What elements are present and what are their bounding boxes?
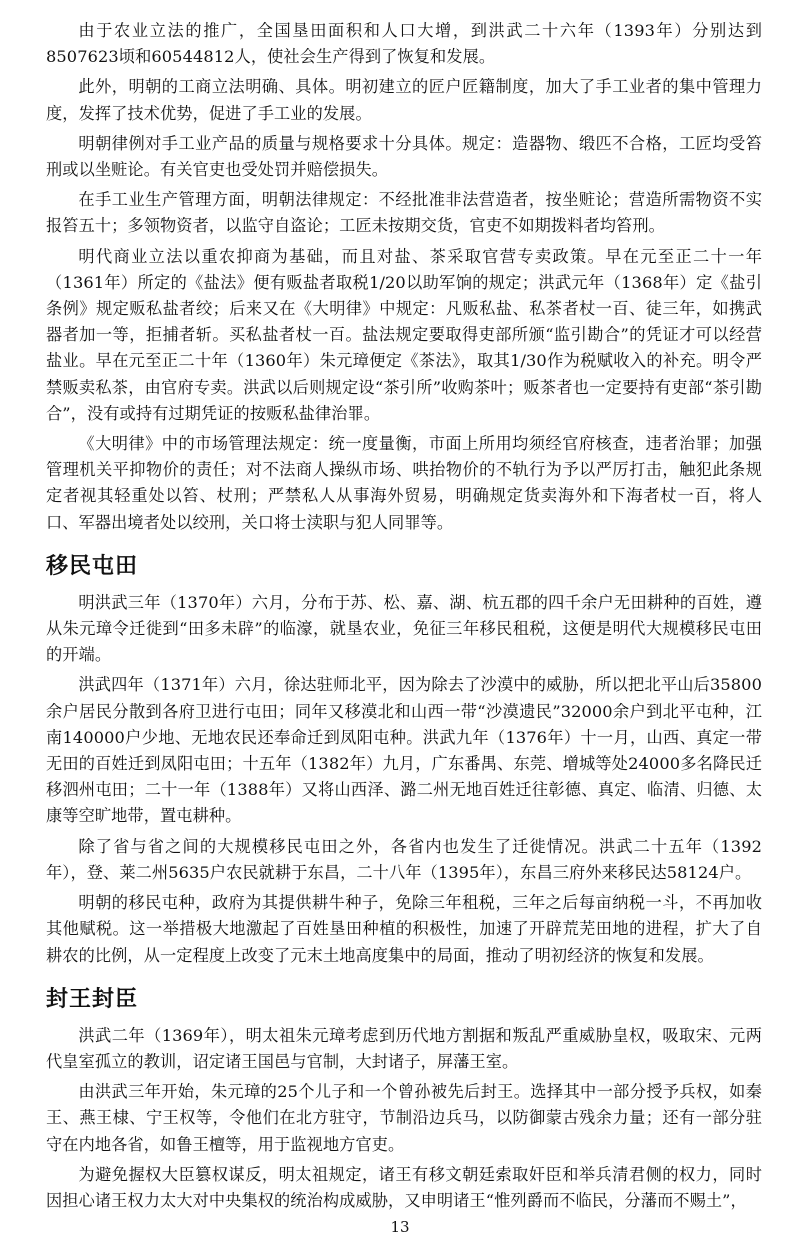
paragraph-market-management-law: 《大明律》中的市场管理法规定：统一度量衡，市面上所用均须经官府核查，违者治罪；加强管理机关平抑物价的责任；对不法商人操纵市场、哄抬物价的不轨行为予以严厉打击，触犯此条规定者视其轻重处以笞、杖刑；严禁私人从事海外贸易，明确规定货卖海外和下海者杖一百，将人口、军器出境者处以绞刑，关口将士渎职与犯人同罪等。 [46,434,762,532]
paragraph-enfeoffment-1369: 洪武二年（1369年），明太祖朱元璋考虑到历代地方割据和叛乱严重威胁皇权，吸取宋、元两代皇室孤立的教训，诏定诸王国邑与官制，大封诸子，屏藩王室。 [46,1025,762,1071]
paragraph-grain-land-statistics: 由于农业立法的推广，全国垦田面积和人口大增，到洪武二十六年（1393年）分别达到8507623顷和60544812人，使社会生产得到了恢复和发展。 [46,21,762,67]
paragraph-product-quality-rules: 明朝律例对手工业产品的质量与规格要求十分具体。规定：造器物、缎匹不合格，工匠均受笞刑或以坐赃论。有关官吏也受处罚并赔偿损失。 [46,133,762,180]
section-heading-migration-farming: 移民屯田 [46,553,139,579]
paragraph-handicraft-management: 在手工业生产管理方面，明朝法律规定：不经批准非法营造者，按坐赃论；营造所需物资不实报笞五十；多领物资者，以监守自盗论；工匠未按期交货，官吏不如期拨料者均笞刑。 [46,190,762,236]
paragraph-migration-1371: 洪武四年（1371年）六月，徐达驻师北平，因为除去了沙漠中的威胁，所以把北平山后35800余户居民分散到各府卫进行屯田；同年又移漠北和山西一带“沙漠遗民”32000余户到北平屯种，江南140000户少地、无地农民还奉命迁到凤阳屯种。洪武九年（1376年）十一月，山西、真定一带无田的百姓迁到凤阳屯田；十五年（1382年）九月，广东番禺、东莞、增城等处24000多名降民迁移泗州屯田；二十一年（1388年）又将山西泽、潞二州无地百姓迁往彰德、真定、临清、归德、太康等空旷地带，置屯耕种。 [46,675,762,826]
paragraph-princes-military-power: 由洪武三年开始，朱元璋的25个儿子和一个曾孙被先后封王。选择其中一部分授予兵权，如秦王、燕王棣、宁王权等，令他们在北方驻守，节制沿边兵马，以防御蒙古残余力量；还有一部分驻守在内地各省，如鲁王檀等，用于监视地方官吏。 [46,1082,762,1154]
document-page [46,18,762,1210]
paragraph-migration-within-provinces: 除了省与省之间的大规模移民屯田之外，各省内也发生了迁徙情况。洪武二十五年（1392年），登、莱二州5635户农民就耕于东昌，二十八年（1395年），东昌三府外来移民达58124户。 [46,836,762,882]
paragraph-industry-commerce-law: 此外，明朝的工商立法明确、具体。明初建立的匠户匠籍制度，加大了手工业者的集中管理力度，发挥了技术优势，促进了手工业的发展。 [46,77,762,123]
paragraph-migration-1370: 明洪武三年（1370年）六月，分布于苏、松、嘉、湖、杭五郡的四千余户无田耕种的百姓，遵从朱元璋令迁徙到“田多未辟”的临濠，就垦农业，免征三年移民租税，这便是明代大规模移民屯田的开端。 [46,592,762,665]
page-number: 13 [390,1218,410,1236]
section-heading-enfeoffment: 封王封臣 [46,986,139,1012]
paragraph-migration-effects: 明朝的移民屯种，政府为其提供耕牛种子，免除三年租税，三年之后每亩纳税一斗，不再加收其他赋税。这一举措极大地激起了百姓垦田种植的积极性，加速了开辟荒芜田地的进程，扩大了自耕农的比例，从一定程度上改变了元末土地高度集中的局面，推动了明初经济的恢复和发展。 [46,893,762,965]
paragraph-princes-restrictions: 为避免握权大臣篡权谋反，明太祖规定，诸王有移文朝廷索取奸臣和举兵清君侧的权力，同时因担心诸王权力太大对中央集权的统治构成威胁，又申明诸王“惟列爵而不临民，分藩而不赐土”， [46,1164,762,1210]
paragraph-salt-tea-monopoly: 明代商业立法以重农抑商为基础，而且对盐、茶采取官营专卖政策。早在元至正二十一年（1361年）所定的《盐法》便有贩盐者取税1/20以助军饷的规定；洪武元年（1368年）定《盐引条例》规定贩私盐者绞；后来又在《大明律》中规定：凡贩私盐、私茶者杖一百、徒三年，如携武器者加一等，拒捕者斩。买私盐者杖一百。盐法规定要取得吏部所颁“监引勘合”的凭证才可以经营盐业。早在元至正二十年（1360年）朱元璋便定《茶法》，取其1/30作为税赋收入的补充。明令严禁贩卖私茶，由官府专卖。洪武以后则规定设“茶引所”收购茶叶；贩茶者也一定要持有吏部“茶引勘合”，没有或持有过期凭证的按贩私盐律治罪。 [46,246,762,423]
